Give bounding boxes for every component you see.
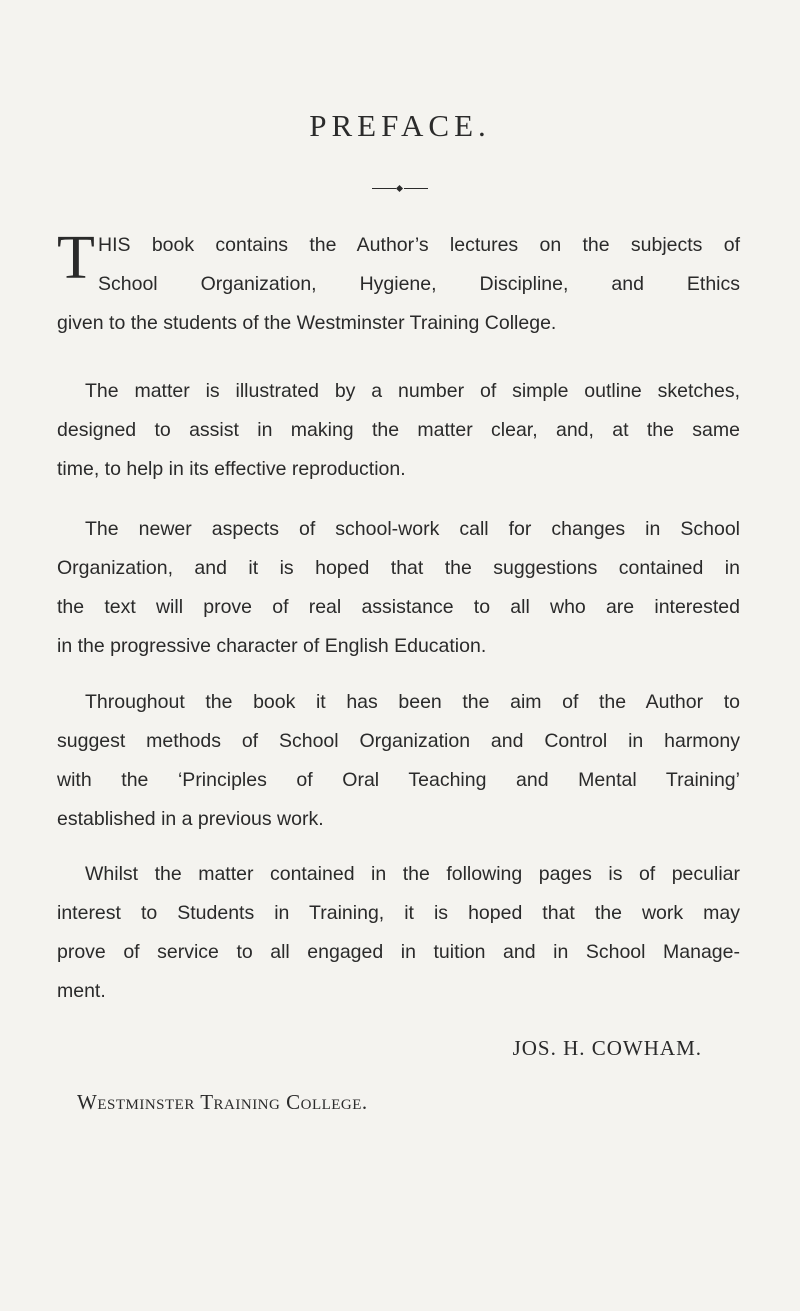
ornament-line-right [404,188,428,189]
text-line: prove of service to all engaged in tuition and in School Manage- [57,941,740,963]
text-line: Throughout the book it has been the aim of the Author to [85,691,740,713]
text-line: suggest methods of School Organization and Control in harmony [57,730,740,752]
text-line: given to the students of the Westminster Training College. [57,312,557,334]
text-line: the text will prove of real assistance to all who are interested [57,596,740,618]
text-line: interest to Students in Training, it is hoped that the work may [57,902,740,924]
paragraph-1-tail [57,304,740,343]
text-line: established in a previous work. [57,808,324,830]
ornament-line-left [372,188,396,189]
ornament-divider [372,186,428,192]
paragraph-3 [57,510,740,666]
paragraph-2 [57,372,740,489]
author-signature: JOS. H. COWHAM. [512,1036,702,1060]
text-line: ment. [57,980,106,1002]
paragraph-5 [57,855,740,1011]
text-line: Organization, and it is hoped that the suggestions contained in [57,557,740,579]
text-line: HIS book contains the Author’s lectures on the subjects of [98,234,740,256]
text-line: The matter is illustrated by a number of simple outline sketches, [85,380,740,402]
text-line: with the ‘Principles of Oral Teaching and Mental Training’ [57,769,740,791]
place-line: Westminster Training College. [77,1090,368,1114]
text-line: in the progressive character of English Education. [57,635,487,657]
text-line: Whilst the matter contained in the following pages is of peculiar [85,863,740,885]
text-line: time, to help in its effective reproduction. [57,458,406,480]
text-line: The newer aspects of school-work call for changes in School [85,518,740,540]
text-line: designed to assist in making the matter clear, and, at the same [57,419,740,441]
diamond-icon [396,185,403,192]
text-line: School Organization, Hygiene, Discipline, and Ethics [98,273,740,295]
paragraph-4 [57,683,740,839]
paragraph-1-head [98,226,740,304]
drop-cap: T [57,224,95,292]
page-title: PREFACE. [309,108,491,143]
